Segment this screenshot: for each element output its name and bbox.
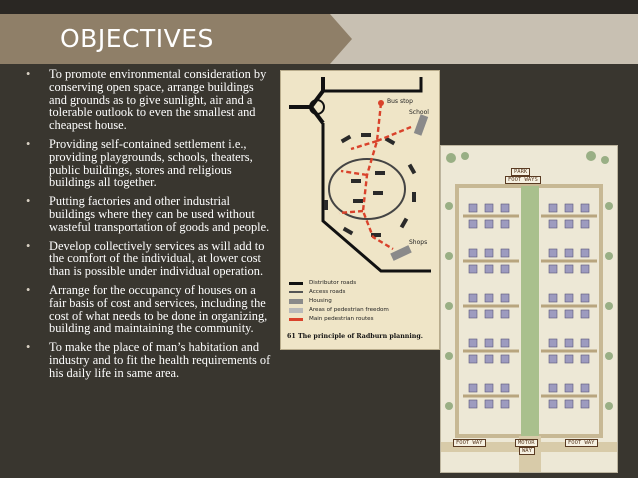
bullet-text: To promote environmental consideration by conserving open space, arrange buildings and grounds as to give sunlight, air and a tolerable outlook to even the smallest and cheapest house. (49, 67, 267, 133)
radburn-site-plan (440, 145, 618, 473)
park-sign: PARK (511, 168, 530, 176)
bullet-marker: • (26, 136, 31, 151)
list-item (22, 284, 274, 335)
legend-label: Main pedestrian routes (309, 316, 374, 322)
list-item (22, 240, 274, 278)
objectives-list (22, 68, 274, 386)
legend-swatch (289, 282, 303, 285)
footways-sign: FOOT WAYS (505, 176, 541, 184)
legend-label: Housing (309, 298, 332, 304)
legend-swatch (289, 318, 303, 321)
list-item (22, 195, 274, 233)
bullet-text: Providing self-contained settlement i.e., providing playgrounds, schools, theaters, public buildings, stores and religious buildings all together. (49, 136, 253, 190)
legend-label: Areas of pedestrian freedom (309, 307, 389, 313)
bullet-text: Putting factories and other industrial buildings where they can be used without wasteful transportation of goods and people. (49, 194, 270, 234)
bullet-text: Arrange for the occupancy of houses on a fair basis of cost and services, including the cost of what needs to be done in organizing, building and maintaining the community. (49, 282, 268, 336)
legend-swatch (289, 308, 303, 313)
diagram-legend (289, 279, 389, 324)
diagram-caption: 61 The principle of Radburn planning. (287, 333, 423, 340)
list-item (22, 138, 274, 189)
bullet-text: To make the place of man’s habitation and industry and to fit the health requirements of his daily life in same area. (49, 340, 271, 380)
slide-title: OBJECTIVES (60, 24, 214, 53)
site-plan-graphic (441, 146, 617, 472)
foot-way-left-sign: FOOT WAY (453, 439, 486, 447)
legend-label: Distributor roads (309, 280, 357, 286)
foot-way-right-sign: FOOT WAY (565, 439, 598, 447)
bullet-marker: • (26, 238, 31, 253)
legend-label: Access roads (309, 289, 346, 295)
list-item (22, 341, 274, 379)
list-item (22, 68, 274, 132)
legend-item (289, 315, 389, 324)
school-label: School (409, 109, 429, 116)
bullet-marker: • (26, 282, 31, 297)
legend-item (289, 288, 389, 297)
legend-swatch (289, 299, 303, 304)
legend-item (289, 297, 389, 306)
shops-label: Shops (409, 239, 428, 246)
legend-item (289, 279, 389, 288)
bullet-marker: • (26, 340, 31, 355)
radburn-principle-diagram (280, 70, 440, 350)
bus-stop-label: Bus stop (387, 98, 413, 105)
way-sign: WAY (519, 447, 535, 455)
motor-sign: MOTOR (515, 439, 538, 447)
legend-swatch (289, 291, 303, 293)
bullet-text: Develop collectively services as will add to the comfort of the individual, at lower cost than is possible under individual operation. (49, 238, 265, 279)
bullet-marker: • (26, 67, 31, 81)
bullet-marker: • (26, 194, 31, 209)
legend-item (289, 306, 389, 315)
top-stripe (0, 0, 638, 14)
